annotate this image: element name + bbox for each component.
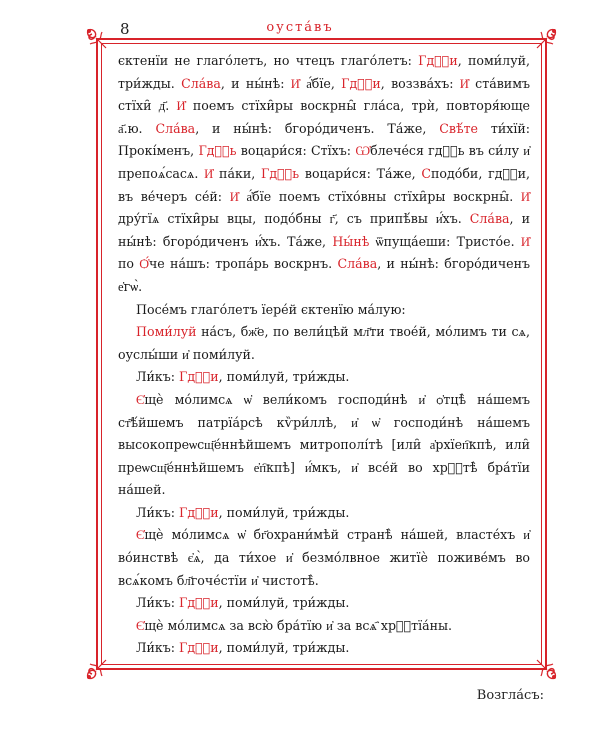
text-run: , поми́луй, три́жды. [218,640,350,656]
text-run: по [118,256,140,272]
rubric-run: И҆ [176,98,186,114]
corner-ornament-icon [529,26,559,56]
rubric-run: Ѻ҆ [139,256,149,272]
text-run: подо́би, гдⷭ҇и, въ ве́черъ се́й: [118,165,530,204]
page-number: 8 [120,20,130,38]
rubric-run: Сла́ва [337,256,378,272]
rubric-run: Є҆ [136,391,145,407]
text-run: воцари́ся: Стїхъ: [236,143,356,159]
text-run: блече́ся гдⷭ҇ь въ си́лу и҆ препоѧ́сасѧ. [118,143,530,181]
text-run: ́че на́шъ: тропа́рь воскрнъ. [148,256,338,272]
text-paragraph [118,389,530,502]
text-run: Ли́къ: [136,640,180,656]
text-run: Ли́къ: [136,595,180,611]
text-paragraph [118,299,530,322]
text-run: поемъ стїхи̑ры воскрны̑ гла́са, трѝ, повторя́юще а҃.ю. [118,98,530,136]
text-paragraph [118,615,530,638]
corner-ornament-icon [84,26,114,56]
text-run: а҆́бїе поемъ стїхо́вны стїхи̑ры воскрны̑. [238,188,521,204]
text-run: щѐ мо́лимсѧ за всю̀ бра́тїю и҆ за всѧ҄ хрⷭ҇тїа́ны. [144,617,453,633]
text-run: , поми́луй, три́жды. [118,53,530,91]
rubric-run: И҆ [459,75,469,91]
text-run: на́съ, бж҃е, по вели́цѣй мл҃ти твое́й, мо́лимъ ти сѧ, оуслы́ши и҆ поми́луй. [118,324,530,362]
text-run: ѿпуща́еши: Тристо́е. [369,233,521,249]
text-paragraph [118,502,530,525]
liturgical-text-body [118,50,530,660]
text-run: , поми́луй, три́жды. [218,504,350,520]
text-run: , воззва́хъ: [380,75,460,91]
text-run: , и ны́нѣ: [220,75,291,91]
rubric-run: Ны́нѣ [332,233,370,249]
text-run: єктенїи не глаго́летъ, но чтецъ глаго́летъ: [118,53,419,68]
text-run: ти́хїй: Прокі́менъ, [118,120,530,159]
text-run: , и ны́нѣ: бгоро́диченъ. Та́же, [195,120,440,136]
text-run: а҆́бїе, [299,75,342,91]
running-title: оуста́въ [266,20,334,35]
text-run: па́ки, [213,165,262,181]
text-run: , поми́луй, три́жды. [218,595,350,611]
catchword: Возгла́съ: [476,688,544,703]
rubric-run: И҆ [520,188,531,204]
rubric-run: Свѣ́те [439,120,478,136]
rubric-run: Гдⷭ҇ь [198,143,237,159]
rubric-run: И҆ [229,188,239,204]
rubric-run: Гдⷭ҇и [179,640,219,656]
text-run: щѐ мо́лимсѧ ѡ҆ бг҃охрани́мѣй странѣ̀ на́шей, власте́хъ и҆ во́инствѣ є҆ѧ̀, да ти́хое и҆ безмо́лвное житїѐ поживе́мъ во всѧ́комъ бл҃гоче́стїи и҆ чистотѣ̀. [118,527,530,588]
text-run: , и ны́нѣ: бгоро́диченъ е҆гѡ̀. [118,256,531,294]
text-run: , поми́луй, три́жды. [218,369,350,385]
rubric-run: И҆ [290,75,300,91]
rubric-run: С [421,165,432,181]
rubric-run: И҆ [520,233,530,249]
rubric-run: Сла́ва [469,211,510,227]
text-paragraph [118,321,530,366]
rubric-run: Поми́луй [136,324,197,340]
text-run: воцари́ся: Та́же, [299,165,422,181]
text-paragraph [118,50,530,299]
text-paragraph [118,592,530,615]
text-run: ста́вимъ стїхи̑ д҃. [118,75,530,114]
text-run: Посе́мъ глаго́летъ їере́й єктенїю ма́лую: [136,301,406,317]
corner-ornament-icon [84,652,114,682]
text-run: Ли́къ: [136,504,180,520]
rubric-run: Гдⷭ҇и [179,595,219,611]
rubric-run: Сла́ва [155,120,196,136]
text-paragraph [118,524,530,592]
text-run: щѐ мо́лимсѧ ѡ҆ вели́комъ господи́нѣ и҆ ѻ҆тцѣ̀ на́шемъ ст҃ѣ́йшемъ патрїа́рсѣ кѷри́ллѣ, и҆ ѡ҆ господи́нѣ на́шемъ высокопреѡсщ҃е́ннѣйшемъ митрополі́тѣ [или̑ а҆рхїеп҇кпѣ, или̑ преѡсщ҃е́ннѣйшемъ е҆п҇кпѣ] и҆́мкъ, и҆ все́й во хрⷭ҇тѣ̀ бра́тїи на́шей. [118,391,530,498]
rubric-run: Гдⷭ҇и [418,53,458,68]
text-run: Ли́къ: [136,369,180,385]
rubric-run: Гдⷭ҇и [179,369,219,385]
corner-ornament-icon [529,652,559,682]
text-run: дру́гїѧ стїхи̑ры вцы, подо́бны г҃, съ припѣ́вы и҆́хъ. [118,211,470,227]
text-paragraph [118,366,530,389]
rubric-run: Гдⷭ҇и [179,504,219,520]
rubric-run: Є҆ [136,617,145,633]
text-run: , и ны́нѣ: бгоро́диченъ и҆́хъ. Та́же, [118,211,530,249]
rubric-run: Гдⷭ҇ь [261,165,300,181]
rubric-run: И҆ [204,165,214,181]
text-paragraph [118,637,530,660]
rubric-run: Сла́ва [181,75,221,91]
rubric-run: Гдⷭ҇и [341,75,381,91]
rubric-run: Ѡ҆ [355,143,371,159]
rubric-run: Є҆ [136,527,145,543]
